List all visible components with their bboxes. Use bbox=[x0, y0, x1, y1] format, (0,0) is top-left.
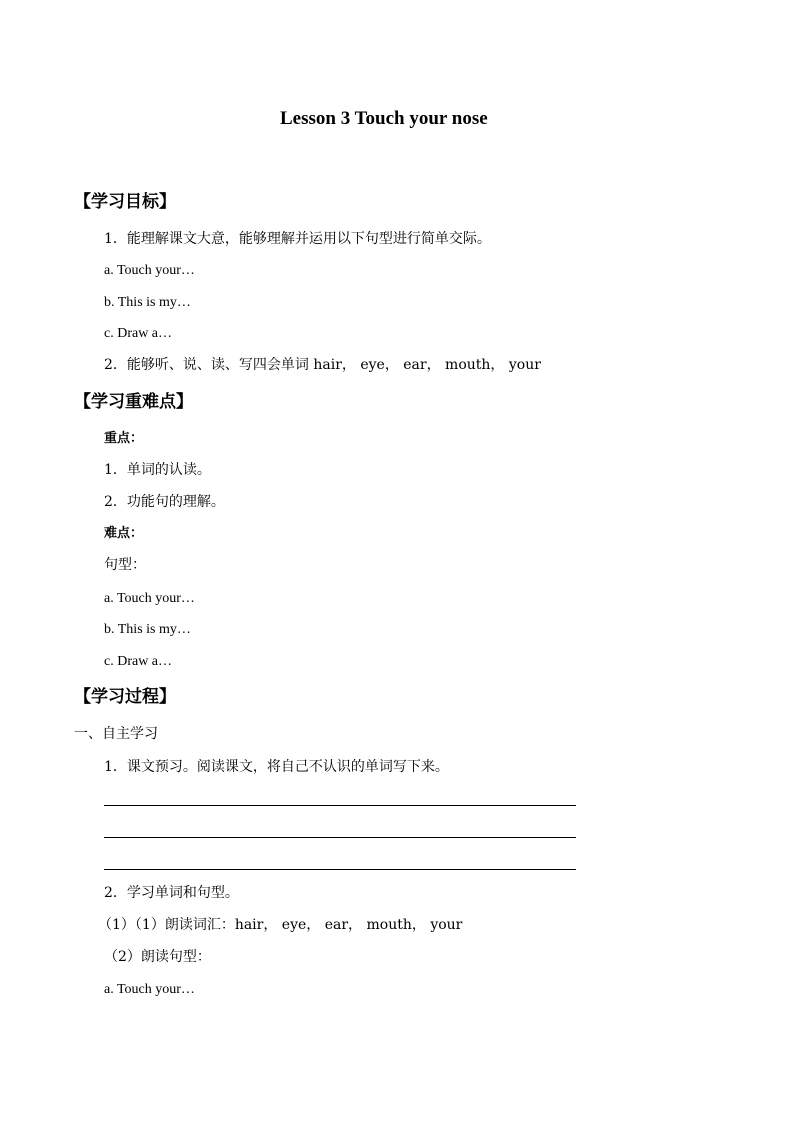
difficult-pattern-c: c. Draw a… bbox=[104, 654, 173, 669]
pattern-b: b. This is my… bbox=[104, 295, 191, 310]
key-label: 重点： bbox=[104, 431, 144, 446]
difficult-pattern-b: b. This is my… bbox=[104, 622, 191, 637]
part-self-study: 一、自主学习 bbox=[74, 726, 158, 742]
difficult-pattern-a: a. Touch your… bbox=[104, 591, 195, 606]
step-1: 1．课文预习。阅读课文，将自己不认识的单词写下来。 bbox=[104, 759, 449, 775]
section-heading-process: 【学习过程】 bbox=[74, 687, 176, 707]
vocab-reading: （1）（1）朗读词汇：hair， eye， ear， mouth， your bbox=[98, 917, 463, 933]
objective-item-1: 1．能理解课文大意，能够理解并运用以下句型进行简单交际。 bbox=[104, 231, 491, 247]
answer-line-3 bbox=[104, 869, 576, 870]
step-2: 2．学习单词和句型。 bbox=[104, 885, 239, 901]
page-title: Lesson 3 Touch your nose bbox=[280, 108, 488, 129]
pattern-label: 句型： bbox=[104, 557, 146, 573]
pattern-c: c. Draw a… bbox=[104, 326, 173, 341]
sentence-a: a. Touch your… bbox=[104, 982, 195, 997]
key-item-2: 2．功能句的理解。 bbox=[104, 494, 225, 510]
pattern-a: a. Touch your… bbox=[104, 263, 195, 278]
answer-line-1 bbox=[104, 805, 576, 806]
section-heading-objectives: 【学习目标】 bbox=[74, 192, 176, 212]
sentence-reading-label: （2）朗读句型： bbox=[104, 949, 211, 965]
section-heading-key-points: 【学习重难点】 bbox=[74, 392, 193, 412]
difficult-label: 难点： bbox=[104, 526, 144, 541]
key-item-1: 1．单词的认读。 bbox=[104, 462, 211, 478]
answer-line-2 bbox=[104, 837, 576, 838]
objective-item-2: 2．能够听、说、读、写四会单词 hair， eye， ear， mouth， your bbox=[104, 357, 541, 373]
